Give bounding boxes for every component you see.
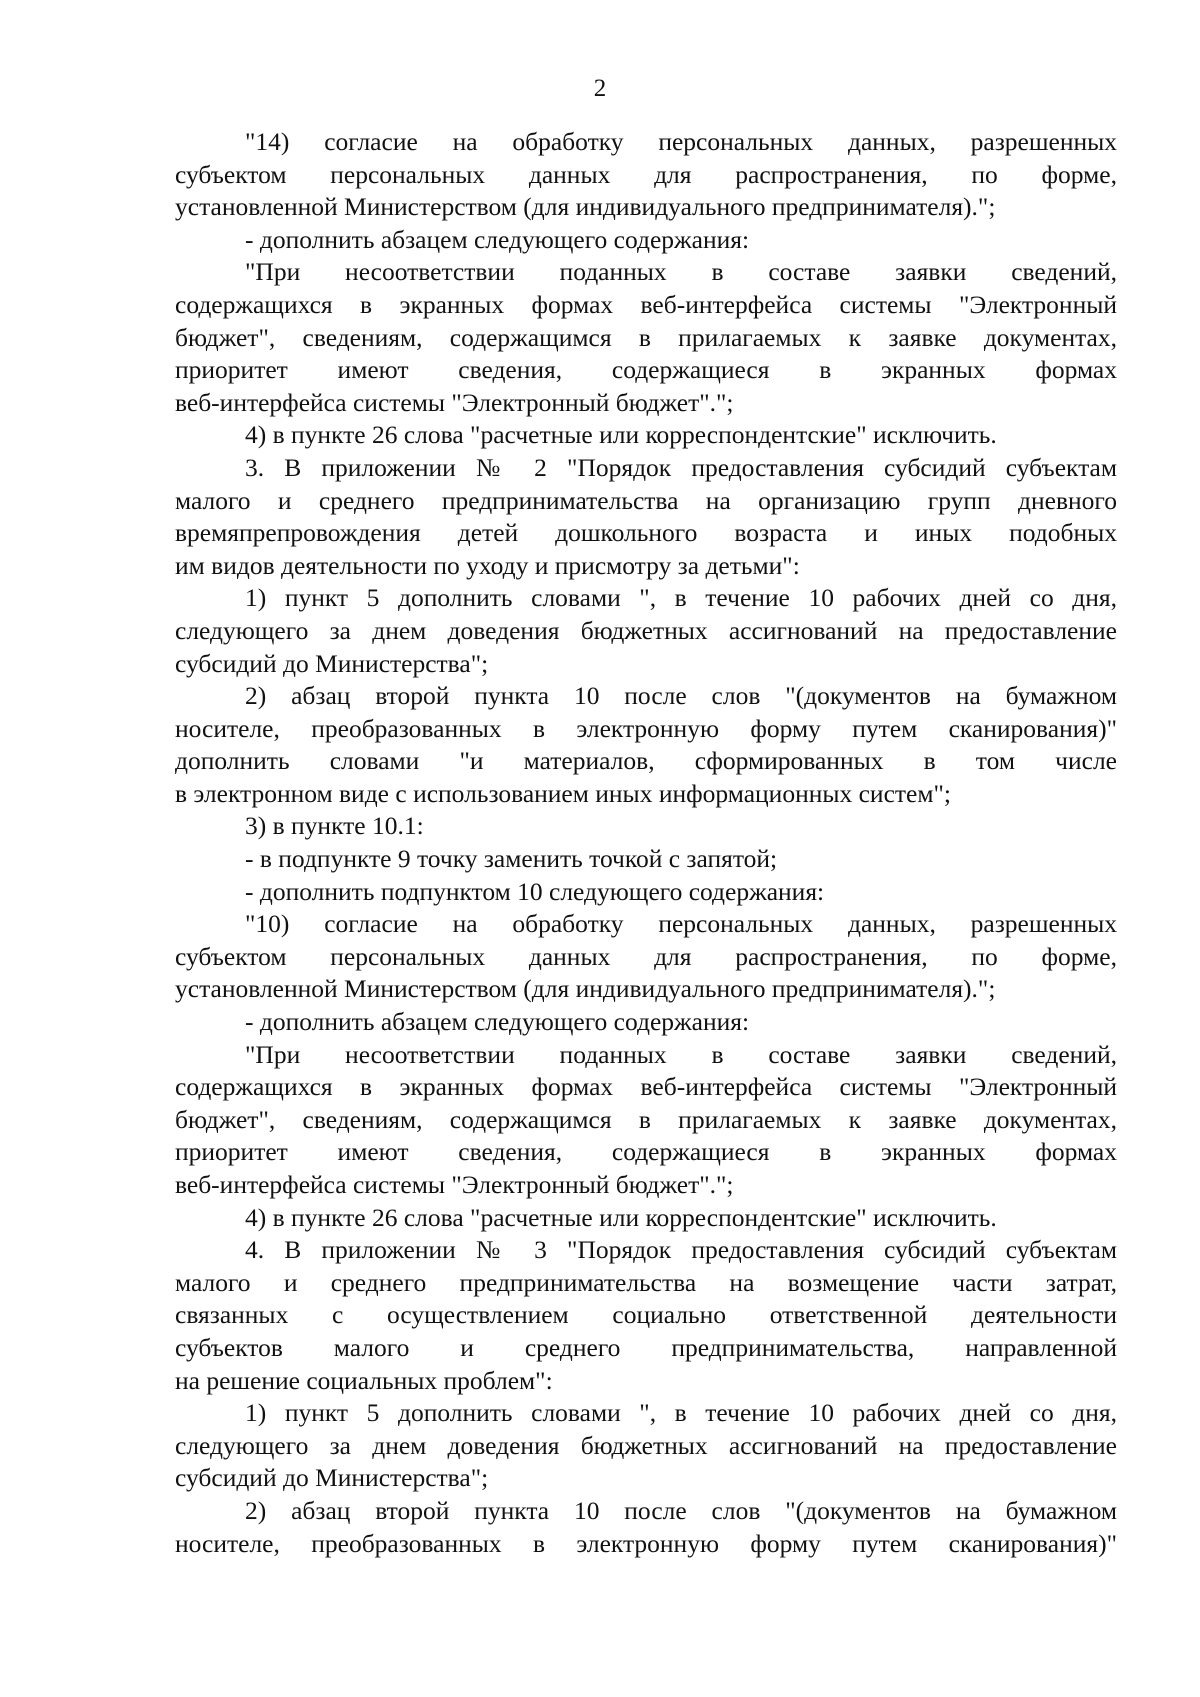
text-line: субсидий до Министерства"; bbox=[175, 648, 489, 678]
text-line: приоритет имеют сведения, содержащиеся в экранных формах bbox=[175, 355, 1117, 385]
text-line: следующего за днем доведения бюджетных ассигнований на предоставление bbox=[175, 615, 1117, 645]
text-line: - дополнить подпунктом 10 следующего содержания: bbox=[245, 876, 825, 906]
text-line: 3. В приложении № 2 "Порядок предоставления субсидий субъектам bbox=[245, 452, 1117, 482]
text-line: - дополнить абзацем следующего содержания: bbox=[245, 1007, 750, 1037]
text-line: "14) согласие на обработку персональных данных, разрешенных bbox=[245, 127, 1117, 156]
text-line: 2) абзац второй пункта 10 после слов "(документов на бумажном bbox=[245, 1495, 1117, 1525]
text-line: содержащихся в экранных формах веб-интерфейса системы "Электронный bbox=[175, 289, 1117, 319]
text-line: следующего за днем доведения бюджетных ассигнований на предоставление bbox=[175, 1430, 1117, 1460]
text-line: "При несоответствии поданных в составе заявки сведений, bbox=[245, 257, 1117, 287]
text-line: малого и среднего предпринимательства на организацию групп дневного bbox=[175, 485, 1117, 515]
text-line: 1) пункт 5 дополнить словами ", в течение 10 рабочих дней со дня, bbox=[245, 1398, 1117, 1428]
text-line: веб-интерфейса системы "Электронный бюджет"."; bbox=[175, 1170, 734, 1199]
text-line: - в подпункте 9 точку заменить точкой с запятой; bbox=[245, 844, 778, 874]
text-line: малого и среднего предпринимательства на возмещение части затрат, bbox=[175, 1267, 1117, 1297]
text-line: бюджет", сведениям, содержащимся в прилагаемых к заявке документах, bbox=[175, 1104, 1117, 1134]
text-line: дополнить словами "и материалов, сформированных в том числе bbox=[175, 746, 1117, 776]
text-line: субъектом персональных данных для распространения, по форме, bbox=[175, 159, 1117, 189]
text-line: 2) абзац второй пункта 10 после слов "(документов на бумажном bbox=[245, 681, 1117, 711]
text-line: установленной Министерством (для индивидуального предпринимателя)."; bbox=[175, 974, 996, 1004]
text-line: приоритет имеют сведения, содержащиеся в экранных формах bbox=[175, 1137, 1117, 1167]
text-line: 4) в пункте 26 слова "расчетные или корреспондентские" исключить. bbox=[245, 1202, 997, 1232]
text-line: 1) пункт 5 дополнить словами ", в течение 10 рабочих дней со дня, bbox=[245, 583, 1117, 613]
document-body bbox=[175, 126, 1117, 1560]
text-line: носителе, преобразованных в электронную форму путем сканирования)" bbox=[175, 713, 1117, 743]
text-line: носителе, преобразованных в электронную форму путем сканирования)" bbox=[175, 1528, 1117, 1558]
text-line: установленной Министерством (для индивидуального предпринимателя)."; bbox=[175, 192, 996, 222]
text-line: бюджет", сведениям, содержащимся в прилагаемых к заявке документах, bbox=[175, 322, 1117, 352]
text-line: им видов деятельности по уходу и присмотру за детьми": bbox=[175, 550, 800, 580]
text-line: субъектов малого и среднего предпринимательства, направленной bbox=[175, 1332, 1117, 1362]
text-line: 4. В приложении № 3 "Порядок предоставления субсидий субъектам bbox=[245, 1235, 1117, 1265]
page-number: 2 bbox=[593, 75, 607, 102]
text-line: веб-интерфейса системы "Электронный бюджет"."; bbox=[175, 387, 734, 417]
text-line: связанных с осуществлением социально ответственной деятельности bbox=[175, 1300, 1117, 1330]
text-line: содержащихся в экранных формах веб-интерфейса системы "Электронный bbox=[175, 1072, 1117, 1102]
text-line: субъектом персональных данных для распространения, по форме, bbox=[175, 941, 1117, 971]
text-line: "10) согласие на обработку персональных данных, разрешенных bbox=[245, 909, 1117, 939]
text-line: 4) в пункте 26 слова "расчетные или корреспондентские" исключить. bbox=[245, 420, 997, 450]
text-line: на решение социальных проблем": bbox=[175, 1365, 553, 1395]
text-line: в электронном виде с использованием иных информационных систем"; bbox=[175, 778, 951, 808]
text-line: времяпрепровождения детей дошкольного возраста и иных подобных bbox=[175, 518, 1117, 548]
text-line: субсидий до Министерства"; bbox=[175, 1463, 489, 1493]
text-line: "При несоответствии поданных в составе заявки сведений, bbox=[245, 1039, 1117, 1069]
text-line: 3) в пункте 10.1: bbox=[245, 811, 424, 841]
text-line: - дополнить абзацем следующего содержания: bbox=[245, 224, 750, 254]
